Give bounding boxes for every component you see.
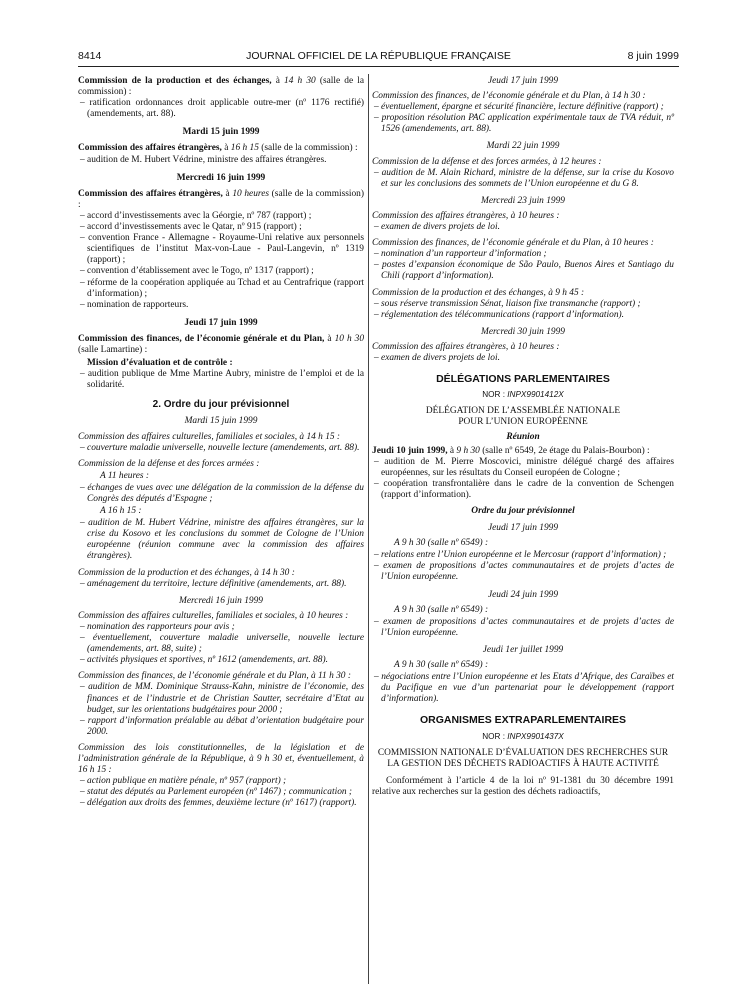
agenda-item: – réforme de la coopération appliquée au Tchad et au Centrafrique (rapport d’information) ; [80,277,364,299]
committee-heading: Commission de la défense et des forces armées, à 12 heures : [372,156,602,167]
issue-date: 8 juin 1999 [627,50,679,62]
time-subheading: A 9 h 30 (salle nº 6549) : [394,660,489,671]
meeting-block [372,446,674,501]
agenda-item: – réglementation des télécommunications (rapport d’information). [374,309,624,320]
agenda-item: – négociations entre l’Union européenne et les Etats d’Afrique, des Caraïbes et du Pacifique en vue d’un partenariat pour le développement (rapport d’information). [374,672,674,705]
agenda-item: – statut des députés au Parlement européen (nº 1467) ; communication ; [80,787,353,798]
agenda-item: – audition de M. Hubert Védrine, ministre des affaires étrangères, sur la crise du Kosovo et les conclusions du sommet de Cologne de l’Union européenne (réunion commune avec la commission des affaires étrangères). [80,518,364,562]
agenda-item: – audition de M. Alain Richard, ministre de la défense, sur la crise du Kosovo et sur les conclusions des sommets de l’Union européenne et du G 8. [374,167,674,189]
column-divider [368,74,369,984]
agenda-item: – aménagement du territoire, lecture définitive (amendements, art. 88). [80,578,347,589]
prov-block [372,157,674,190]
agenda-item: – examen de propositions d’actes communautaires et de projets d’actes de l’Union européenne. [374,616,674,638]
time-subheading: A 16 h 15 : [100,506,142,517]
time-subheading: A 11 heures : [100,470,150,481]
agenda-item: – audition de MM. Dominique Strauss-Kahn, ministre de l’économie, des finances et de l’industrie et de Christian Sautter, secrétaire d’Etat au budget, sur les orientations budgétaires pour 2000 ; [80,682,364,715]
day-heading: Mercredi 16 juin 1999 [179,595,263,606]
body-text: Conformément à l’article 4 de la loi nº 91-1381 du 30 décembre 1991 relative aux recherches sur la gestion des déchets radioactifs, [372,775,674,797]
provisional-heading: Ordre du jour prévisionnel [471,506,575,516]
agenda-item: – accord d’investissements avec la Géorgie, nº 787 (rapport) ; [80,210,312,221]
time-subheading: A 9 h 30 (salle nº 6549) : [394,604,489,615]
day-heading: Jeudi 1er juillet 1999 [482,644,564,655]
day2-block [78,189,364,311]
prov-block [372,342,674,364]
nor-reference: NOR : INPX9901437X [482,731,564,741]
agenda-item: – nomination des rapporteurs pour avis ; [80,621,235,632]
day-heading: Jeudi 17 juin 1999 [487,76,559,86]
day-heading: Jeudi 24 juin 1999 [487,589,559,600]
prov-block [372,238,674,282]
agenda-item: – nomination de rapporteurs. [80,299,189,310]
prov-block [78,611,364,666]
agenda-item: – convention France - Allemagne - Royaume-Uni relative aux personnels scientifiques de l’institut Max-von-Laue - Paul-Langevin, nº 1319 (rapport) ; [80,233,364,266]
agenda-item: – rapport d’information préalable au débat d’orientation budgétaire pour 2000. [80,715,364,737]
intro-heading: Commission de la production et des échanges, à 14 h 30 (salle de la commission) : [78,76,364,98]
page-header [78,50,679,67]
nor-reference: NOR : INPX9901412X [482,390,564,400]
agenda-item: – action publique en matière pénale, nº 957 (rapport) ; [80,776,287,787]
committee-heading: Commission des finances, de l’économie générale et du Plan, à 10 h 30 (salle Lamartine) : [78,333,364,355]
day-heading: Mardi 22 juin 1999 [486,141,560,152]
prov-block [372,538,674,583]
committee-heading: Commission des finances, de l’économie générale et du Plan, à 10 heures : [372,238,654,249]
agenda-item: – examen de divers projets de loi. [374,352,500,363]
agenda-item: – audition publique de Mme Martine Aubry, ministre de l’emploi et de la solidarité. [80,369,364,391]
day-heading: Mercredi 23 juin 1999 [481,195,565,206]
committee-heading: Commission des affaires étrangères, à 10 heures : [372,210,560,221]
prov-block [372,91,674,135]
commission-name: COMMISSION NATIONALE D’ÉVALUATION DES RECHERCHES SUR LA GESTION DES DÉCHETS RADIOACTIFS À HAUTE ACTIVITÉ [377,747,669,769]
intro-block [78,76,364,120]
prov-block [78,459,364,563]
day-heading: Jeudi 17 juin 1999 [487,523,559,534]
agenda-item: – postes d’expansion économique de São Paulo, Buenos Aires et Santiago du Chili (rapport d’information). [374,260,674,282]
prov-block [78,671,364,738]
day-heading: Mardi 15 juin 1999 [184,416,258,427]
agenda-item: – proposition résolution PAC application expérimentale taux de TVA réduit, nº 1526 (amendements, art. 88). [374,113,674,135]
committee-heading: Commission des affaires culturelles, familiales et sociales, à 14 h 15 : [78,431,341,442]
agenda-item: – examen de divers projets de loi. [374,222,500,233]
prov-block [78,568,364,590]
section-heading: 2. Ordre du jour prévisionnel [152,399,290,411]
committee-heading: Commission des lois constitutionnelles, de la législation et de l’administration générale de la République, à 9 h 30 et, éventuellement, à 16 h 15 : [78,742,364,776]
prov-block [78,432,364,454]
delegation-name: DÉLÉGATION DE L’ASSEMBLÉE NATIONALE [425,406,621,417]
left-column [78,76,364,814]
day-heading: Mardi 15 juin 1999 [182,127,260,138]
agenda-item: – délégation aux droits des femmes, deuxième lecture (nº 1617) (rapport). [80,798,357,809]
committee-heading: Commission des finances, de l’économie générale et du Plan, à 11 h 30 : [78,671,351,682]
prov-block [372,660,674,705]
agenda-item: – audition de M. Pierre Moscovici, ministre délégué chargé des affaires européennes, sur les résultats du Conseil européen de Cologne ; [374,456,674,478]
committee-heading: Commission des affaires étrangères, à 10 heures : [372,341,560,352]
agenda-item: – échanges de vues avec une délégation de la commission de la défense du Congrès des députés d’Espagne ; [80,482,364,504]
organismes-heading: ORGANISMES EXTRAPARLEMENTAIRES [419,714,627,727]
agenda-item: – sous réserve transmission Sénat, liaison fixe transmanche (rapport) ; [374,298,641,309]
agenda-item: – couverture maladie universelle, nouvelle lecture (amendements, art. 88). [80,442,360,453]
agenda-item: – ratification ordonnances droit applicable outre-mer (nº 1176 rectifié) (amendements, art. 88). [80,98,364,120]
meeting-heading: Jeudi 10 juin 1999, à 9 h 30 (salle nº 6549, 2e étage du Palais-Bourbon) : [372,445,650,456]
right-column [372,76,674,798]
agenda-item: – examen de propositions d’actes communautaires et de projets d’actes de l’Union européenne. [374,561,674,583]
agenda-item: – éventuellement, épargne et sécurité financière, lecture définitive (rapport) ; [374,102,664,113]
prov-block [372,288,674,321]
day-heading: Mercredi 16 juin 1999 [176,172,266,183]
agenda-item: – relations entre l’Union européenne et le Mercosur (rapport d’information) ; [374,550,667,561]
prov-block [372,605,674,639]
committee-heading: Commission de la production et des échanges, à 9 h 45 : [372,287,585,298]
agenda-item: – audition de M. Hubert Védrine, ministre des affaires étrangères. [80,154,327,165]
agenda-item: – activités physiques et sportives, nº 1612 (amendements, art. 88). [80,655,328,666]
agenda-item: – convention d’établissement avec le Togo, nº 1317 (rapport) ; [80,266,314,277]
meeting-label: Réunion [506,432,540,443]
delegation-name: POUR L’UNION EUROPÉENNE [458,417,588,428]
delegations-heading: DÉLÉGATIONS PARLEMENTAIRES [436,373,610,386]
committee-heading: Commission des affaires étrangères, à 10 heures (salle de la commission) : [78,188,364,210]
committee-heading: Commission de la défense et des forces armées : [78,458,260,469]
agenda-item: – accord d’investissements avec le Qatar, nº 915 (rapport) ; [80,222,302,233]
agenda-item: – coopération transfrontalière dans le cadre de la convention de Schengen (rapport d’information). [374,478,674,500]
committee-heading: Commission des affaires étrangères, à 16 h 15 (salle de la commission) : [78,143,358,154]
day1-block [78,143,364,165]
prov-block [372,211,674,233]
day3-block [78,334,364,391]
committee-heading: Commission des affaires culturelles, familiales et sociales, à 10 heures : [78,610,349,621]
page-number: 8414 [78,50,102,62]
mission-heading: Mission d’évaluation et de contrôle : [87,358,233,369]
prov-block [78,743,364,810]
agenda-item: – éventuellement, couverture maladie universelle, nouvelle lecture (amendements, art. 88, suite) ; [80,633,364,655]
committee-heading: Commission des finances, de l’économie générale et du Plan, à 14 h 30 : [372,91,646,102]
day-heading: Jeudi 17 juin 1999 [184,317,258,328]
day-heading: Mercredi 30 juin 1999 [481,326,565,337]
agenda-item: – nomination d’un rapporteur d’information ; [374,249,547,260]
journal-title: JOURNAL OFFICIEL DE LA RÉPUBLIQUE FRANÇAISE [246,50,511,62]
committee-heading: Commission de la production et des échanges, à 14 h 30 : [78,567,295,578]
time-subheading: A 9 h 30 (salle nº 6549) : [394,538,489,549]
